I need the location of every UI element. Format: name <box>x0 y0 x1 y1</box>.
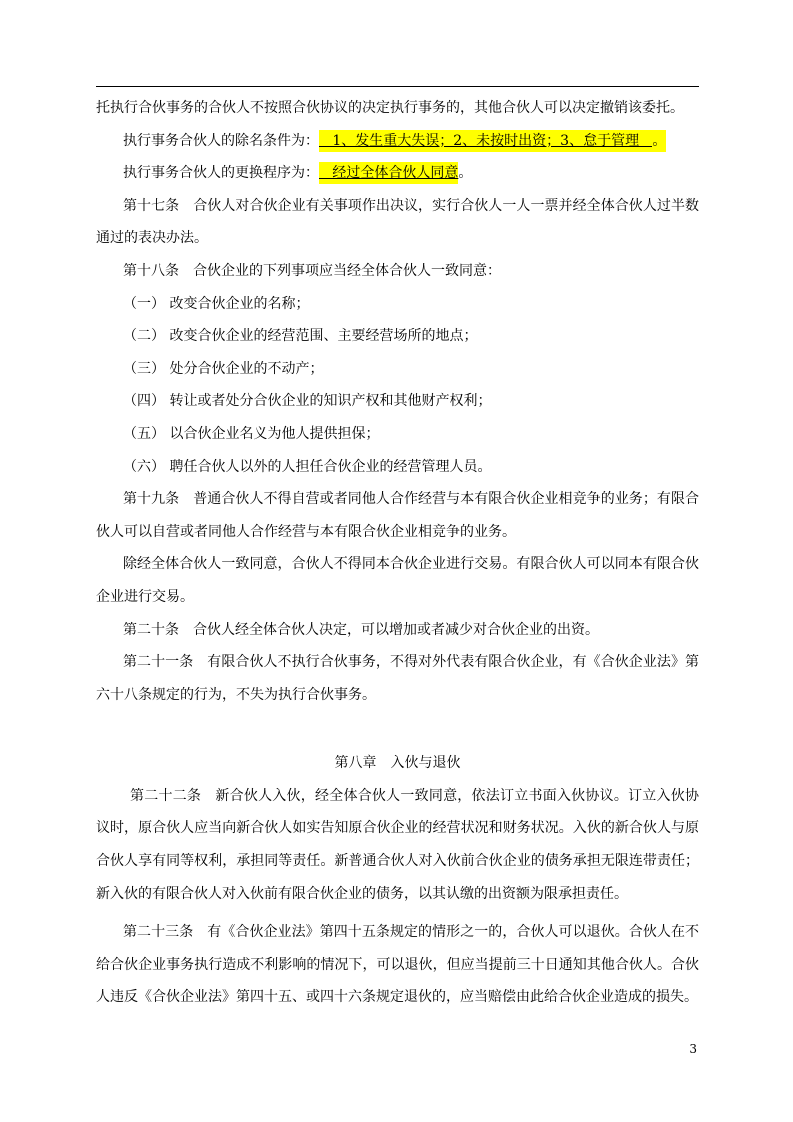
list-item: （三） 处分合伙企业的不动产； <box>123 360 324 377</box>
header-rule <box>96 86 699 87</box>
page-number: 3 <box>689 1042 697 1056</box>
removal-conditions-label: 执行事务合伙人的除名条件为： <box>123 132 319 149</box>
article-21: 第二十一条 有限合伙人不执行合伙事务，不得对外代表有限合伙企业，有《合伙企业法》第六十八条规定的行为，不失为执行合伙事务。 <box>96 654 699 703</box>
removal-conditions <box>96 125 699 158</box>
replacement-procedure-value: 经过全体合伙人同意 <box>319 162 458 184</box>
list-item: （二） 改变合伙企业的经营范围、主要经营场所的地点； <box>123 328 478 345</box>
article-20: 第二十条 合伙人经全体合伙人决定，可以增加或者减少对合伙企业的出资。 <box>123 621 599 638</box>
removal-conditions-end: 。 <box>652 130 666 152</box>
list-item: （四） 转让或者处分合伙企业的知识产权和其他财产权利； <box>123 393 492 410</box>
removal-conditions-value: 1、发生重大失误；2、未按时出资；3、怠于管理 <box>319 130 652 152</box>
article-17: 第十七条 合伙人对合伙企业有关事项作出决议，实行合伙人一人一票并经全体合伙人过半数通过的表决办法。 <box>96 197 699 247</box>
article-23: 第二十三条 有《合伙企业法》第四十五条规定的情形之一的，合伙人可以退伙。合伙人在不给合伙企业事务执行造成不利影响的情况下，可以退伙，但应当提前三十日通知其他合伙人。合伙人违反《合伙企业法》第四十五、或四十六条规定退伙的，应当赔偿由此给合伙企业造成的损失。 <box>96 924 699 1006</box>
article-22: 第二十二条 新合伙人入伙，经全体合伙人一致同意，依法订立书面入伙协议。订立入伙协议时，原合伙人应当向新合伙人如实告知原合伙企业的经营状况和财务状况。入伙的新合伙人与原合伙人享有同等权利，承担同等责任。新普通合伙人对入伙前合伙企业的债务承担无限连带责任；新入伙的有限合伙人对入伙前有限合伙企业的债务，以其认缴的出资额为限承担责任。 <box>96 787 699 902</box>
replacement-procedure-end: 。 <box>458 165 473 182</box>
list-item: （六） 聘任合伙人以外的人担任合伙企业的经营管理人员。 <box>123 458 492 475</box>
chapter-heading: 第八章 入伙与退伙 <box>334 755 461 772</box>
replacement-procedure <box>96 157 699 190</box>
list-item: （一） 改变合伙企业的名称； <box>123 295 310 312</box>
document-body <box>96 92 699 1014</box>
article-19-continued: 除经全体合伙人一致同意，合伙人不得同本合伙企业进行交易。有限合伙人可以同本有限合伙企业进行交易。 <box>96 556 699 605</box>
article-18: 第十八条 合伙企业的下列事项应当经全体合伙人一致同意： <box>123 262 501 279</box>
paragraph-continued: 托执行合伙事务的合伙人不按照合伙协议的决定执行事务的，其他合伙人可以决定撤销该委托。 <box>96 100 684 116</box>
article-19: 第十九条 普通合伙人不得自营或者同他人合作经营与本有限合伙企业相竞争的业务；有限合伙人可以自营或者同他人合作经营与本有限合伙企业相竞争的业务。 <box>96 491 699 540</box>
replacement-procedure-label: 执行事务合伙人的更换程序为： <box>123 165 319 182</box>
list-item: （五） 以合伙企业名义为他人提供担保； <box>123 425 380 442</box>
